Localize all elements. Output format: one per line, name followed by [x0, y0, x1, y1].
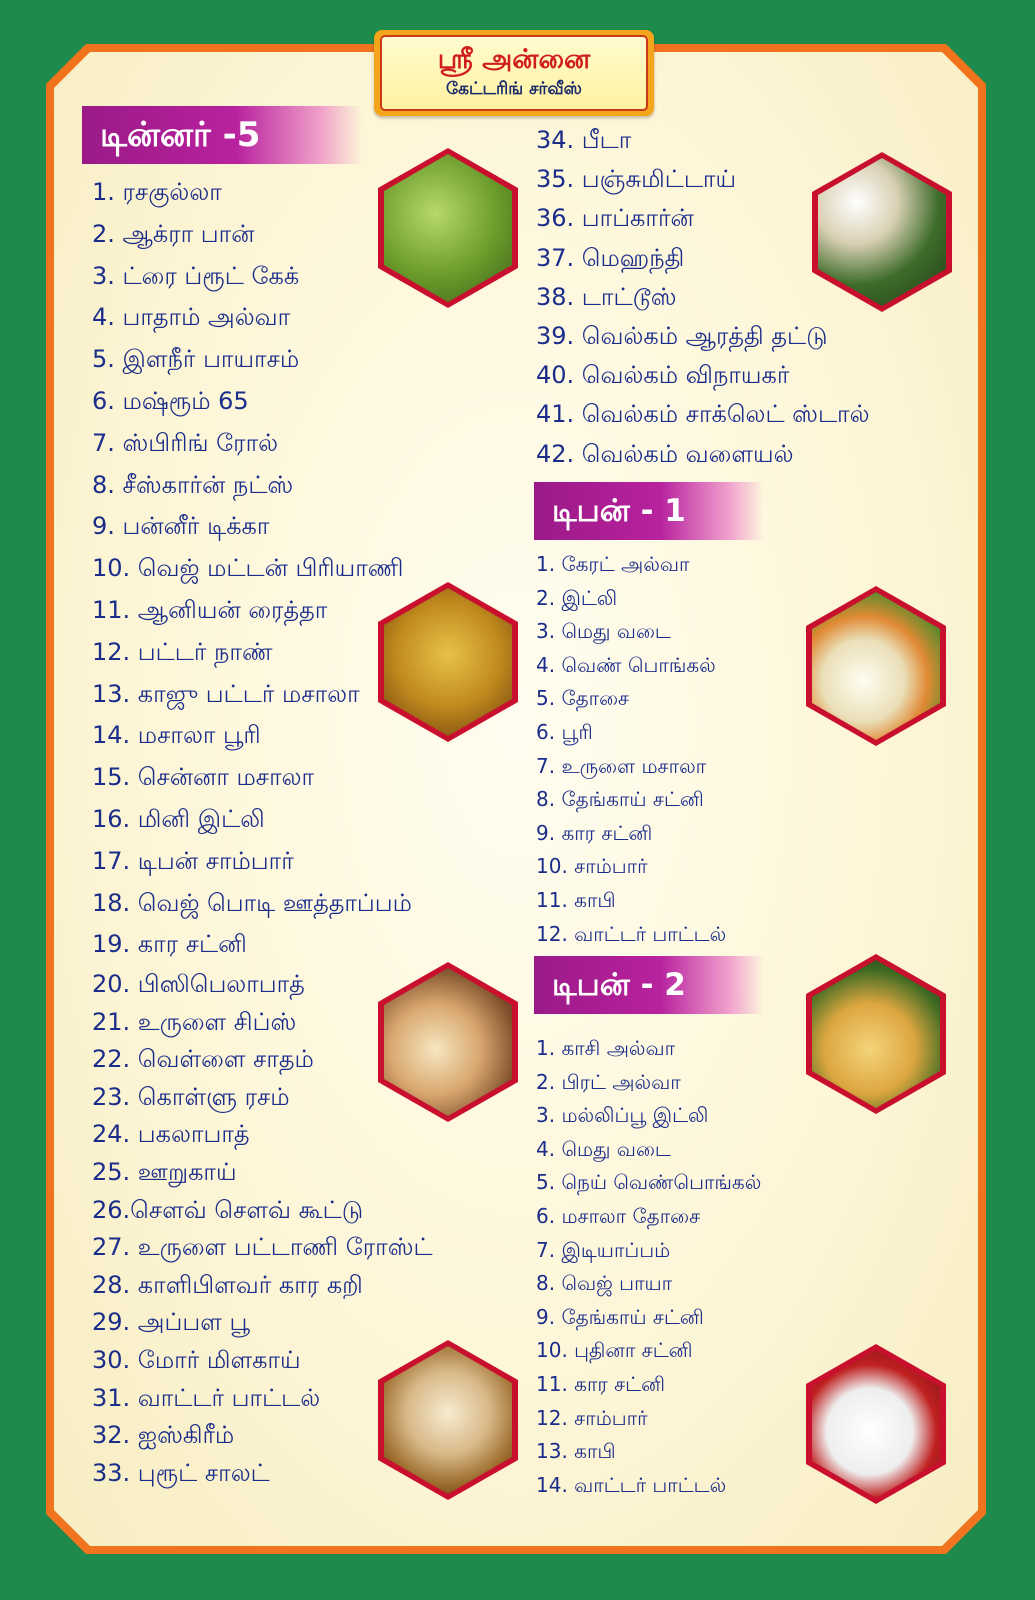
list-item: 15. சென்னா மசாலா — [92, 763, 315, 792]
list-item: 36. பாப்கார்ன் — [536, 204, 694, 233]
list-item: 31. வாட்டர் பாட்டல் — [92, 1383, 321, 1412]
brand-badge — [374, 30, 654, 116]
list-item: 12. சாம்பார் — [536, 1405, 648, 1430]
list-item: 9. தேங்காய் சட்னி — [536, 1304, 704, 1329]
list-item: 1. கேரட் அல்வா — [536, 552, 690, 576]
list-item: 39. வெல்கம் ஆரத்தி தட்டு — [536, 321, 828, 350]
tiffin2-heading-text: டிபன் - 2 — [552, 967, 686, 1003]
list-item: 21. உருளை சிப்ஸ் — [92, 1007, 297, 1036]
tiffin1-heading — [534, 482, 764, 540]
list-item: 17. டிபன் சாம்பார் — [92, 846, 294, 875]
list-item: 4. மெது வடை — [536, 1136, 671, 1161]
list-item: 14. மசாலா பூரி — [92, 721, 261, 750]
list-item: 3. மெது வடை — [536, 619, 671, 644]
list-item: 34. பீடா — [536, 126, 632, 154]
dinner-list-part3 — [536, 121, 870, 474]
list-item: 7. உருளை மசாலா — [536, 753, 707, 778]
list-item: 8. தேங்காய் சட்னி — [536, 787, 704, 812]
list-item: 27. உருளை பட்டாணி ரோஸ்ட் — [92, 1233, 433, 1262]
list-item: 9. கார சட்னி — [536, 820, 653, 845]
list-item: 10. வெஜ் மட்டன் பிரியாணி — [92, 554, 404, 583]
tiffin2-list — [536, 1032, 761, 1502]
list-item: 11. கார சட்னி — [536, 1371, 666, 1396]
tiffin1-heading-text: டிபன் - 1 — [552, 493, 686, 529]
list-item: 1. காசி அல்வா — [536, 1036, 676, 1060]
brand-name: ஸ்ரீ அன்னை — [437, 44, 591, 75]
list-item: 25. ஊறுகாய் — [92, 1157, 237, 1186]
list-item: 16. மினி இட்லி — [92, 804, 265, 833]
dinner-list-part1 — [92, 172, 412, 966]
list-item: 4. வெண் பொங்கல் — [536, 652, 716, 677]
list-item: 6. பூரி — [536, 719, 593, 744]
list-item: 26.சௌவ் சௌவ் கூட்டு — [92, 1195, 364, 1224]
list-item: 12. வாட்டர் பாட்டல் — [536, 921, 727, 946]
dinner-heading — [82, 106, 362, 164]
list-item: 11. காபி — [536, 887, 616, 912]
brand-inner — [380, 35, 648, 111]
list-item: 1. ரசகுல்லா — [92, 178, 222, 206]
list-item: 3. மல்லிப்பூ இட்லி — [536, 1103, 709, 1128]
list-item: 35. பஞ்சுமிட்டாய் — [536, 165, 737, 194]
list-item: 18. வெஜ் பொடி ஊத்தாப்பம் — [92, 888, 412, 917]
list-item: 5. தோசை — [536, 686, 630, 711]
list-item: 24. பகலாபாத் — [92, 1120, 250, 1149]
list-item: 7. இடியாப்பம் — [536, 1237, 671, 1262]
list-item: 5. நெய் வெண்பொங்கல் — [536, 1170, 762, 1195]
list-item: 37. மெஹந்தி — [536, 243, 685, 272]
tiffin1-list — [536, 548, 726, 951]
list-item: 2. பிரட் அல்வா — [536, 1069, 681, 1094]
list-item: 40. வெல்கம் விநாயகர் — [536, 361, 790, 390]
list-item: 14. வாட்டர் பாட்டல் — [536, 1472, 727, 1497]
list-item: 28. காளிபிளவர் கார கறி — [92, 1270, 363, 1299]
list-item: 9. பன்னீர் டிக்கா — [92, 512, 270, 541]
list-item: 38. டாட்டூஸ் — [536, 282, 677, 311]
list-item: 23. கொள்ளு ரசம் — [92, 1082, 290, 1111]
list-item: 13. காபி — [536, 1439, 616, 1464]
list-item: 6. மஷ்ரூம் 65 — [92, 386, 249, 415]
list-item: 19. கார சட்னி — [92, 930, 247, 959]
list-item: 12. பட்டர் நாண் — [92, 637, 273, 666]
list-item: 22. வெள்ளை சாதம் — [92, 1045, 314, 1074]
list-item: 2. இட்லி — [536, 585, 618, 610]
list-item: 33. புரூட் சாலட் — [92, 1458, 270, 1487]
list-item: 42. வெல்கம் வளையல் — [536, 439, 794, 468]
list-item: 30. மோர் மிளகாய் — [92, 1345, 301, 1374]
list-item: 4. பாதாம் அல்வா — [92, 303, 291, 332]
list-item: 7. ஸ்பிரிங் ரோல் — [92, 428, 279, 457]
list-item: 41. வெல்கம் சாக்லெட் ஸ்டால் — [536, 400, 870, 429]
list-item: 20. பிஸிபெலாபாத் — [92, 970, 305, 998]
list-item: 32. ஐஸ்கிரீம் — [92, 1421, 235, 1450]
list-item: 10. சாம்பார் — [536, 854, 648, 879]
dinner-heading-text: டின்னர் -5 — [100, 115, 261, 155]
list-item: 11. ஆனியன் ரைத்தா — [92, 595, 328, 624]
list-item: 8. வெஜ் பாயா — [536, 1271, 673, 1296]
list-item: 2. ஆக்ரா பான் — [92, 219, 255, 248]
tiffin2-heading — [534, 956, 764, 1014]
list-item: 6. மசாலா தோசை — [536, 1203, 701, 1228]
list-item: 13. காஜு பட்டர் மசாலா — [92, 679, 360, 708]
list-item: 10. புதினா சட்னி — [536, 1338, 693, 1363]
list-item: 5. இளநீர் பாயாசம் — [92, 345, 300, 374]
list-item: 8. சீஸ்கார்ன் நட்ஸ் — [92, 470, 294, 499]
list-item: 29. அப்பள பூ — [92, 1308, 250, 1337]
list-item: 3. ட்ரை ப்ரூட் கேக் — [92, 261, 300, 290]
brand-subtitle: கேட்டரிங் சர்வீஸ் — [446, 79, 582, 99]
